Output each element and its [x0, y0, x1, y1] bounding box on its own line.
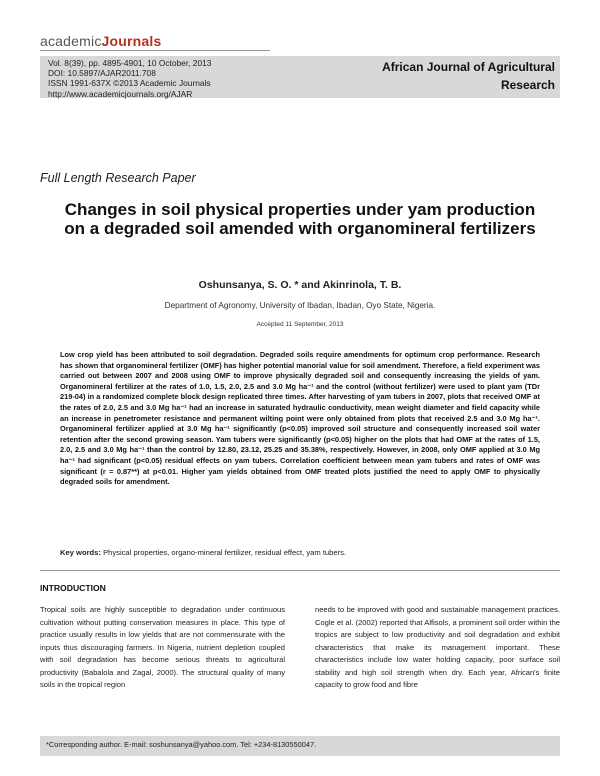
- publisher-suffix: Journals: [101, 33, 162, 49]
- logo-divider: [40, 50, 270, 51]
- paper-authors: Oshunsanya, S. O. * and Akinrinola, T. B.: [198, 279, 402, 291]
- intro-left-column: Tropical soils are highly susceptible to degradation under continuous cultivation without putting conservation measures in place. This type of practice usually results in low yields that are not commensurate with the inputs thus discouraging farmers. In Nigeria, nutrient depletion coupled with soil degradation has become serious threats to agricultural productivity (Babalola and Zagal, 2000). The structural quality of many soils in the tropical region: [40, 605, 285, 689]
- publisher-prefix: academic: [40, 33, 102, 49]
- paper-title: Changes in soil physical properties under yam production on a degraded soil amended with organomineral fertilizers: [64, 200, 536, 238]
- intro-right-column: needs to be improved with good and sustainable management practices. Cogle et al. (2002) reported that Alfisols, a prominent soil order within the tropics are subject to low productivity and soil degradation and exhibit characteristics that make its management important. These characteristics include low water holding capacity, poor surface soil stability and high soil strength when dry. Each year, African's finite capacity to grow food and fibre: [315, 605, 560, 689]
- accepted-date: Accepted 11 September, 2013: [256, 321, 344, 328]
- publisher-logo: [40, 33, 161, 49]
- journal-name: [382, 58, 555, 94]
- paper-type: Full Length Research Paper: [40, 171, 196, 185]
- meta-doi: DOI: 10.5897/AJAR2011.708: [48, 68, 156, 79]
- keywords: [60, 548, 540, 557]
- intro-heading: INTRODUCTION: [40, 583, 106, 593]
- keywords-label: Key words:: [60, 548, 101, 557]
- section-divider: [40, 570, 560, 571]
- journal-name-line1: African Journal of Agricultural: [382, 60, 555, 74]
- journal-meta: [48, 58, 211, 99]
- author-affiliation: Department of Agronomy, University of Ibadan, Ibadan, Oyo State, Nigeria.: [164, 301, 436, 310]
- meta-issn: ISSN 1991-637X ©2013 Academic Journals: [48, 78, 211, 89]
- abstract: Low crop yield has been attributed to soil degradation. Degraded soils require amendments for optimum crop performance. Research has shown that organomineral fertilizer (OMF) has higher potential manorial value for soil amendment. Therefore, a field experiment was carried out between 2007 and 2008 using OMF to improve physically degraded soil and consequently increasing the yields of yam. Organomineral fertilizer at the rates of 1.0, 1.5, 2.0, 2.5 and 3.0 Mg ha⁻¹ and the control (without fertilizer) were used to plant yam (TDr 219-04) in a randomized complete block design replicated three times. After harvesting of yam tubers in 2007, plots that received OMF at the rates of 2.0, 2.5 and 3.0 Mg ha⁻¹ had an increase in saturated hydraulic conductivity, mean weight diameter and field capacity while an increase in penetrometer resistance and permanent wilting point were only obtained from plots that received 2.5 and 3.0 Mg ha⁻¹. Organomineral fertilizer applied at 3.0 Mg ha⁻¹ significantly (p<0.05) improved soil structure and consequently increased soil water retention after the second growing season. Yam tubers were significantly (p<0.05) higher on the plots that had OMF at the rates of 1.5, 2.0, 2.5 and 3.0 Mg ha⁻¹ than the control by 12.80, 23.12, 25.25 and 35.38%, respectively. However, in 2008, only OMF applied at 3.0 Mg ha⁻¹ had significant (p<0.05) residual effects on yam tubers. Correlation coefficient between mean yam tubers and rates of OMF was significant (r = 0.87**) at p<0.01. Higher yam yields obtained from OMF treated plots justified the need to apply OMF to physically degraded soils for amendment.: [60, 350, 540, 487]
- corresponding-author: *Corresponding author. E-mail: soshunsanya@yahoo.com. Tel: +234-8130550047.: [46, 740, 317, 749]
- keywords-text: Physical properties, organo-mineral fertilizer, residual effect, yam tubers.: [103, 548, 347, 557]
- meta-url[interactable]: http://www.academicjournals.org/AJAR: [48, 88, 193, 99]
- footnote-box: [40, 736, 560, 756]
- journal-name-line2: Research: [500, 78, 555, 92]
- meta-volume: Vol. 8(39), pp. 4895-4901, 10 October, 2013: [48, 58, 212, 68]
